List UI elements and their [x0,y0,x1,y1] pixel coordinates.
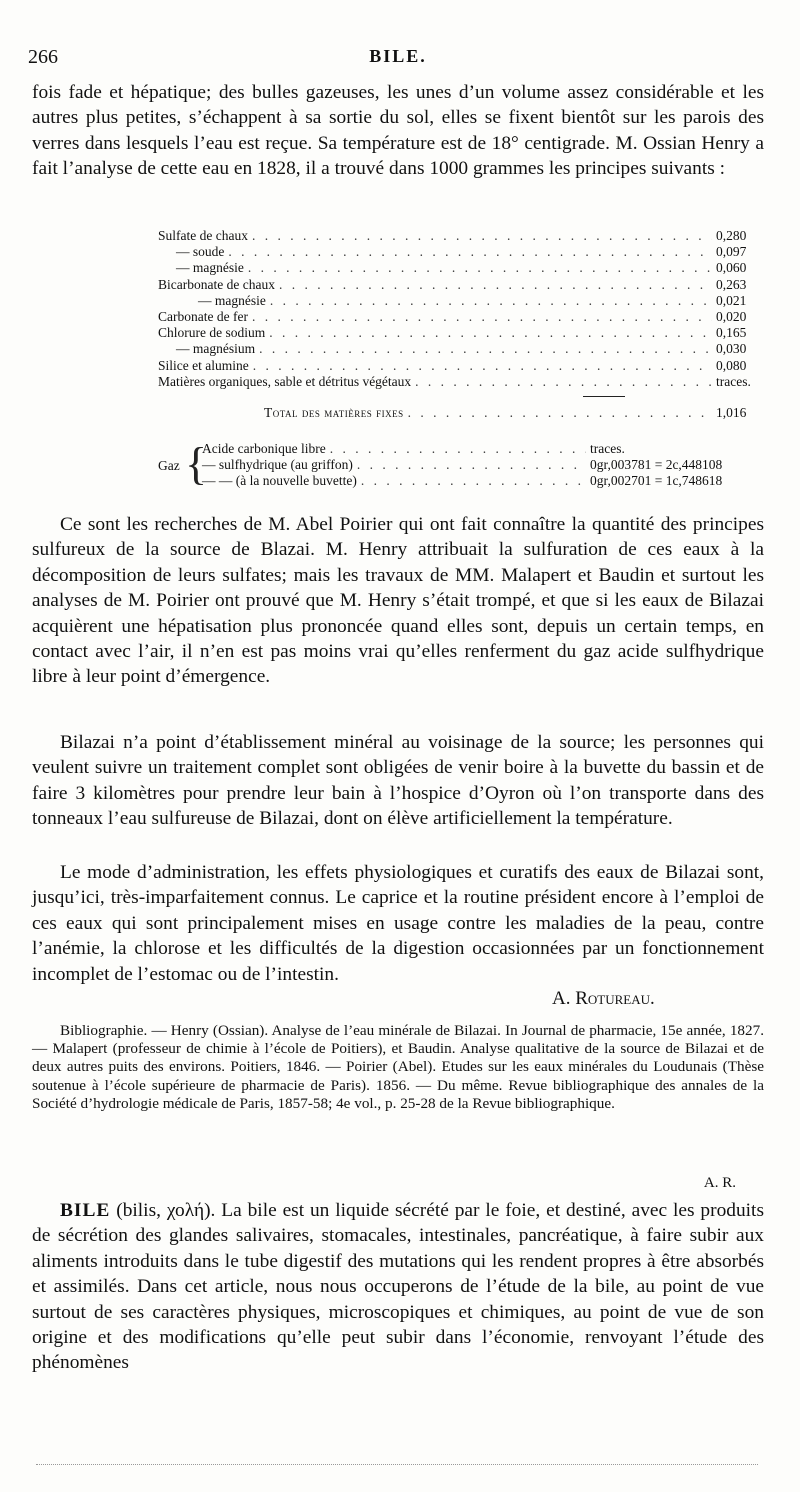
row-label: Chlorure de sodium [158,325,266,341]
table-row [158,277,756,293]
row-label: Silice et alumine [158,357,249,373]
table-row [158,341,756,357]
row-label: — magnésie [198,292,266,308]
table-row [158,358,756,374]
row-value: 0gr,003781 = 2c,448108 [590,457,723,473]
row-value: 0,020 [716,308,747,324]
row-label: Sulfate de chaux [158,228,248,243]
row-label: Bicarbonate de chaux [158,276,275,292]
row-value: traces. [590,441,625,456]
row-label: Carbonate de fer [158,308,248,324]
page-header [28,46,768,72]
table-row [158,293,756,309]
total-label: Total des matières fixes [264,405,404,420]
total-value: 1,016 [716,405,747,420]
row-label: Matières organiques, sable et détritus végétaux [158,373,412,389]
row-label: — soude [176,244,225,260]
page-number: 266 [28,46,58,68]
row-label: — sulfhydrique (au griffon) [202,457,353,473]
article-body: (bilis, χολή). La bile est un liquide sécrété par le foie, et destiné, avec les produits de sécrétion des glandes salivaires, stomacales, intestinales, pancréatique, à faire subir aux aliments introduits dans le tube digestif des mutations qui les rendent propres à être absorbés et assimilés. Dans cet article, nous nous occuperons de l’étude de la bile, au point de vue surtout de ses caractères physiques, microscopiques et chimiques, au point de vue de son origine et des modifications qu’elle peut subir dans l’économie, renvoyant l’étude des phénomènes [32,1200,764,1374]
paragraph-administration: Le mode d’administration, les effets physiologiques et curatifs des eaux de Bilazai sont, jusqu’ici, très-imparfaitement connus. Le caprice et la routine président encore à l’emploi de ces eaux qui sont principalement mises en usage contre les maladies de la peau, contre l’anémie, la chlorose et les difficultés de la digestion occasionnées par un fonctionnement incomplet de l’estomac ou de l’intestin. [32,862,764,985]
row-label: Acide carbonique libre [202,441,326,456]
row-value: 0,030 [716,341,747,357]
row-value: traces. [716,373,751,389]
gas-label: Gaz [158,458,180,473]
total-row [158,405,756,421]
bibliography-initials: A. R. [703,1175,736,1191]
row-value: 0,165 [716,325,747,341]
table-row [158,244,756,260]
brace-icon: { [185,438,208,489]
row-value: 0,097 [716,244,747,260]
row-label: — magnésium [176,341,256,357]
paragraph-etablissement: Bilazai n’a point d’établissement minéral au voisinage de la source; les personnes qui veulent suivre un traitement complet sont obligées de venir boire à la buvette du bassin et de faire 3 kilomètres pour prendre leur bain à l’hospice d’Oyron où l’on transporte dans des tonneaux l’eau sulfureuse de Bilazai, dont on élève artificiellement la température. [32,732,764,830]
table-row [158,325,756,341]
table-row [158,374,756,390]
table-row [158,260,756,276]
row-label: — magnésie [176,260,244,276]
footer-rule [36,1464,758,1465]
table-row [202,441,756,457]
paragraph-intro: fois fade et hépatique; des bulles gazeuses, les unes d’un volume assez considérable et les autres plus petites, s’échappent à sa sortie du sol, elles se fixent bientôt sur les parois des verres dans lesquels l’eau est reçue. Sa température est de 18° centigrade. M. Ossian Henry a fait l’analyse de cette eau en 1828, il a trouvé dans 1000 grammes les principes suivants : [32,82,764,180]
table-row [158,309,756,325]
article-headword: BILE [60,1200,111,1221]
bibliography: Bibliographie. — Henry (Ossian). Analyse de l’eau minérale de Bilazai. In Journal de pharmacie, 15e année, 1827. — Malapert (professeur de chimie à l’école de Poitiers), et Baudin. Analyse qualitative de la source de Bilazai et de deux autres puits des environs. Poitiers, 1846. — Poirier (Abel). Etudes sur les eaux minérales du Loudunais (Thèse soutenue à l’école supérieure de pharmacie de Paris). 1856. — Du même. Revue bibliographique des annales de la Société d’hydrologie médicale de Paris, 1857-58; 4e vol., p. 25-28 de la Revue bibliographique. [32,1022,764,1112]
row-value: 0,021 [716,292,747,308]
row-value: 0,080 [716,357,747,373]
paragraph-poirier: Ce sont les recherches de M. Abel Poirier qui ont fait connaître la quantité des principes sulfureux de la source de Blazai. M. Henry attribuait la sulfuration de ces eaux à la décomposition de leurs sulfates; mais les travaux de MM. Malapert et Baudin et surtout les analyses de M. Poirier ont prouvé que M. Henry s’était trompé, et que si les eaux de Bilazai acquièrent une hépatisation plus prononcée quand elles sont, depuis un certain temps, en contact avec l’air, il n’en est pas moins vrai qu’elles renferment du gaz acide sulfhydrique libre à leur point d’émergence. [32,514,764,688]
table-row [202,457,756,473]
author-signature: A. Rotureau. [552,988,655,1009]
row-value: 0gr,002701 = 1c,748618 [590,473,723,489]
mineral-analysis-table [158,228,756,390]
table-row [158,228,756,244]
table-row [202,473,756,489]
row-value: 0,263 [716,276,747,292]
total-rule [583,396,625,397]
row-label: — — (à la nouvelle buvette) [202,473,357,489]
row-value: 0,060 [716,260,747,276]
article-bile [32,1198,764,1376]
running-title: BILE. [369,46,427,66]
row-value: 0,280 [716,228,747,243]
